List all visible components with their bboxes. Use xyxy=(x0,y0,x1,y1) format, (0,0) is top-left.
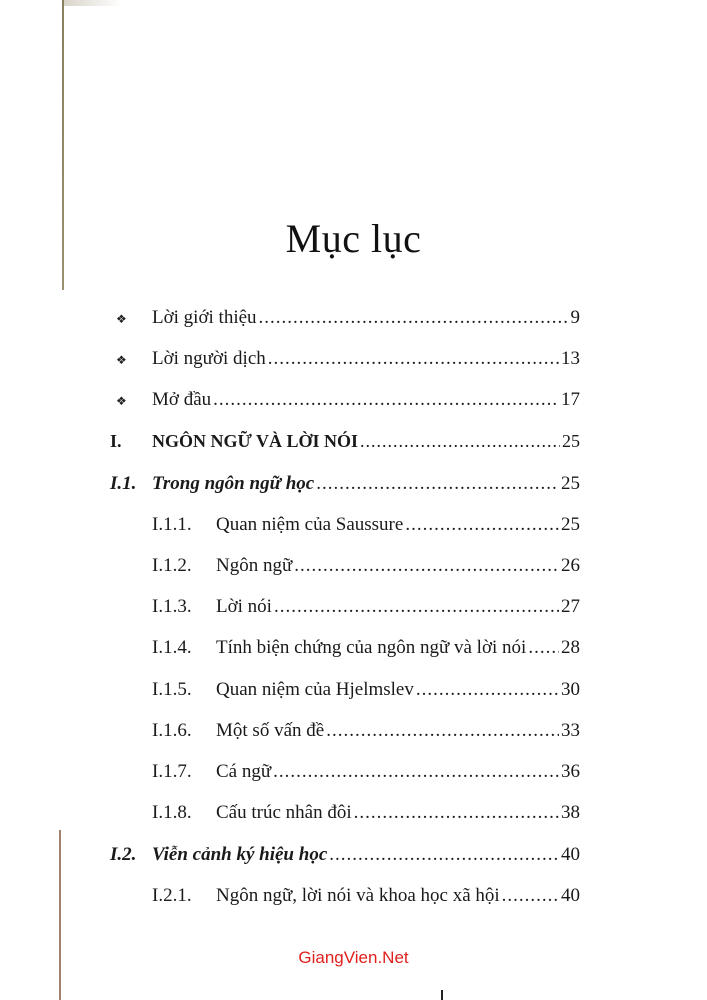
toc-page-number: 25 xyxy=(562,431,580,451)
toc-page-number: 33 xyxy=(561,720,580,741)
toc-entry-front[interactable] xyxy=(110,389,580,419)
toc-entry-subsection[interactable] xyxy=(152,885,580,915)
diamond-bullet-icon: ❖ xyxy=(116,353,127,367)
dot-leader xyxy=(259,307,569,329)
dot-leader xyxy=(294,555,559,577)
toc-entry-number: I.1.8. xyxy=(152,802,192,823)
page-bottom-mark xyxy=(441,990,443,1000)
toc-entry-number: I.2.1. xyxy=(152,885,192,906)
dot-leader xyxy=(316,473,559,495)
toc-entry-label: Cá ngữ xyxy=(216,761,272,782)
toc-entry-label: Một số vấn đề xyxy=(216,720,325,741)
toc-page-number: 25 xyxy=(561,514,580,535)
toc-entry-number: I. xyxy=(110,431,122,451)
dot-leader xyxy=(326,720,559,742)
toc-entry-number: I.1. xyxy=(110,473,137,494)
toc-page-number: 28 xyxy=(561,637,580,658)
toc-entry-label: Quan niệm của Saussure xyxy=(216,514,404,535)
toc-entry-label: Cấu trúc nhân đôi xyxy=(216,802,352,823)
toc-entry-section[interactable] xyxy=(110,473,580,503)
dot-leader xyxy=(405,514,559,536)
dot-leader xyxy=(354,802,559,824)
toc-page-number: 30 xyxy=(561,679,580,700)
toc-entry-number: I.1.7. xyxy=(152,761,192,782)
toc-entry-number: I.1.5. xyxy=(152,679,192,700)
toc-entry-label: Tính biện chứng của ngôn ngữ và lời nói xyxy=(216,637,527,658)
toc-entry-number: I.2. xyxy=(110,844,137,865)
toc-entry-subsection[interactable] xyxy=(152,596,580,626)
toc-page-number: 40 xyxy=(561,844,580,865)
toc-entry-front[interactable] xyxy=(110,307,580,337)
toc-entry-subsection[interactable] xyxy=(152,720,580,750)
dot-leader xyxy=(416,679,559,701)
toc-entry-number: I.1.1. xyxy=(152,514,192,535)
toc-page-number: 25 xyxy=(561,473,580,494)
toc-page-number: 38 xyxy=(561,802,580,823)
page-title: Mục lục xyxy=(285,215,422,261)
toc-page-number: 27 xyxy=(561,596,580,617)
page-corner-shadow xyxy=(62,0,122,6)
toc-entry-subsection[interactable] xyxy=(152,555,580,585)
diamond-bullet-icon: ❖ xyxy=(116,312,127,326)
toc-entry-number: I.1.6. xyxy=(152,720,192,741)
toc-entry-subsection[interactable] xyxy=(152,514,580,544)
toc-entry-chapter[interactable] xyxy=(110,431,580,461)
dot-leader xyxy=(213,389,559,411)
toc-entry-number: I.1.2. xyxy=(152,555,192,576)
toc-entry-subsection[interactable] xyxy=(152,802,580,832)
toc-entry-label: Viễn cảnh ký hiệu học xyxy=(152,844,328,865)
toc-entry-label: Lời giới thiệu xyxy=(152,307,257,328)
toc-page-number: 26 xyxy=(561,555,580,576)
dot-leader xyxy=(329,844,559,866)
toc-page-number: 40 xyxy=(561,885,580,906)
toc-entry-label: NGÔN NGỮ VÀ LỜI NÓI xyxy=(152,431,359,451)
toc-page-number: 13 xyxy=(561,348,580,369)
toc-entry-number: I.1.4. xyxy=(152,637,192,658)
toc-entry-number: I.1.3. xyxy=(152,596,192,617)
dot-leader xyxy=(268,348,559,370)
toc-entry-subsection[interactable] xyxy=(152,679,580,709)
toc-entry-label: Lời người dịch xyxy=(152,348,266,369)
page-edge-line xyxy=(59,830,61,1000)
toc-entry-label: Ngôn ngữ xyxy=(216,555,293,576)
toc-entry-section[interactable] xyxy=(110,844,580,874)
toc-entry-label: Quan niệm của Hjelmslev xyxy=(216,679,414,700)
toc-entry-subsection[interactable] xyxy=(152,761,580,791)
toc-entry-front[interactable] xyxy=(110,348,580,378)
dot-leader xyxy=(274,596,559,618)
dot-leader xyxy=(273,761,559,783)
toc-entry-subsection[interactable] xyxy=(152,637,580,667)
toc-page-number: 36 xyxy=(561,761,580,782)
toc-entry-label: Trong ngôn ngữ học xyxy=(152,473,315,494)
watermark-text: GiangVien.Net xyxy=(298,948,409,967)
toc-entry-label: Lời nói xyxy=(216,596,272,617)
dot-leader xyxy=(502,885,559,907)
toc-entry-label: Mở đầu xyxy=(152,389,212,410)
toc-page-number: 17 xyxy=(561,389,580,410)
dot-leader xyxy=(360,431,560,452)
dot-leader xyxy=(528,637,559,659)
toc-page-number: 9 xyxy=(570,307,580,328)
toc-entry-label: Ngôn ngữ, lời nói và khoa học xã hội xyxy=(216,885,500,906)
diamond-bullet-icon: ❖ xyxy=(116,394,127,408)
